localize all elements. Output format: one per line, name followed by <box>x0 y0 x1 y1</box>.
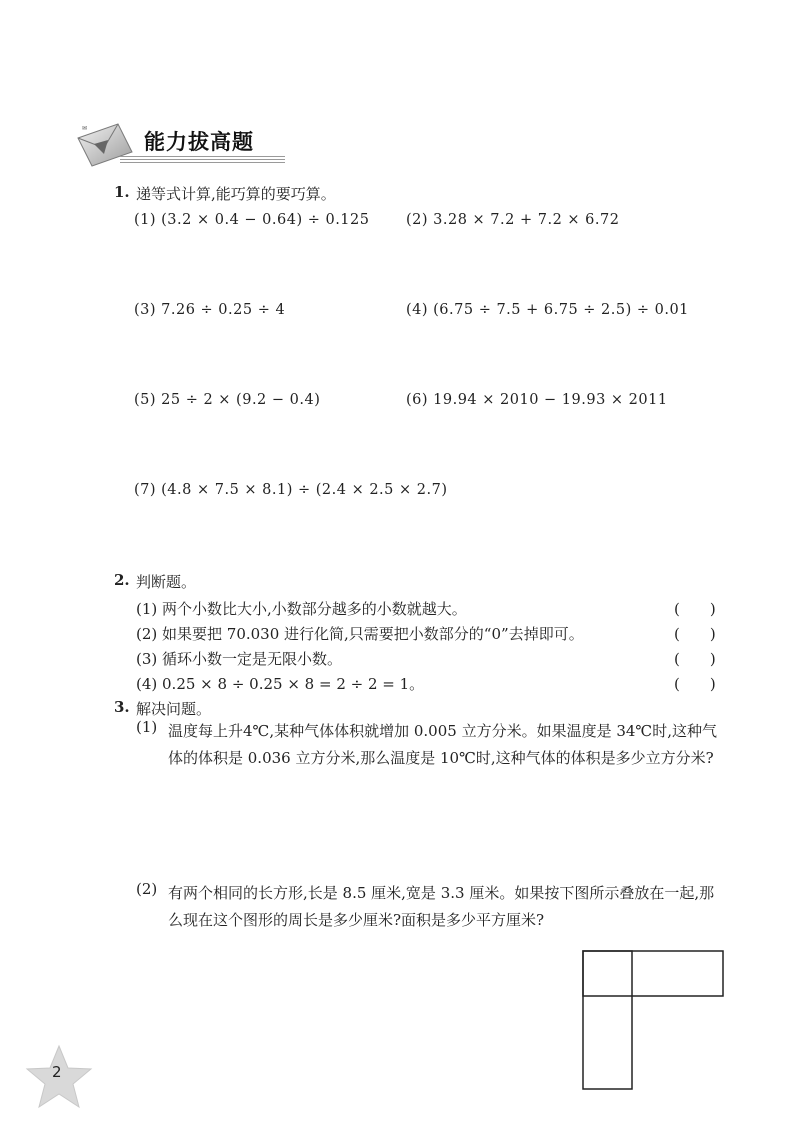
q3-part1-label: (1) <box>136 718 158 736</box>
q2-answer-blank-4[interactable]: ( ) <box>674 675 716 693</box>
q1-item-4: (4) (6.75 ÷ 7.5 + 6.75 ÷ 2.5) ÷ 0.01 <box>406 302 689 318</box>
q1-number: 1. <box>114 183 130 201</box>
q2-item-4: (4) 0.25 × 8 ÷ 0.25 × 8 = 2 ÷ 2 = 1。 <box>136 675 425 693</box>
q2-prompt: 判断题。 <box>136 573 197 591</box>
q1-item-7: (7) (4.8 × 7.5 × 8.1) ÷ (2.4 × 2.5 × 2.7) <box>134 482 448 498</box>
q2-item-3: (3) 循环小数一定是无限小数。 <box>136 650 343 668</box>
q2-answer-blank-1[interactable]: ( ) <box>674 600 716 618</box>
q2-item-1: (1) 两个小数比大小,小数部分越多的小数就越大。 <box>136 600 467 618</box>
q1-item-6: (6) 19.94 × 2010 − 19.93 × 2011 <box>406 392 668 408</box>
q2-answer-blank-2[interactable]: ( ) <box>674 625 716 643</box>
section-title-rule <box>120 156 285 166</box>
q1-item-3: (3) 7.26 ÷ 0.25 ÷ 4 <box>134 302 286 318</box>
q2-number: 2. <box>114 571 130 589</box>
q2-answer-blank-3[interactable]: ( ) <box>674 650 716 668</box>
q2-item-2: (2) 如果要把 70.030 进行化简,只需要把小数部分的“0”去掉即可。 <box>136 625 584 643</box>
q3-number: 3. <box>114 698 130 716</box>
horizontal-rectangle <box>583 951 723 996</box>
q1-item-2: (2) 3.28 × 7.2 + 7.2 × 6.72 <box>406 212 620 228</box>
page-number: 2 <box>52 1063 62 1081</box>
vertical-rectangle <box>583 951 632 1089</box>
q3-prompt: 解决问题。 <box>136 700 212 718</box>
q1-prompt: 递等式计算,能巧算的要巧算。 <box>136 185 336 203</box>
q3-part2-label: (2) <box>136 880 158 898</box>
q3-part1-text: 温度每上升4℃,某种气体体积就增加 0.005 立方分米。如果温度是 34℃时,这种气体的体积是 0.036 立方分米,那么温度是 10℃时,这种气体的体积是多少立方分米? <box>168 722 717 767</box>
q3-part2-text: 有两个相同的长方形,长是 8.5 厘米,宽是 3.3 厘米。如果按下图所示叠放在一起,那么现在这个图形的周长是多少厘米?面积是多少平方厘米? <box>168 884 715 929</box>
q1-item-1: (1) (3.2 × 0.4 − 0.64) ÷ 0.125 <box>134 212 370 228</box>
svg-text:✉: ✉ <box>82 125 88 132</box>
q1-item-5: (5) 25 ÷ 2 × (9.2 − 0.4) <box>134 392 321 408</box>
section-title: 能力拔高题 <box>144 130 254 154</box>
overlapping-rectangles-figure <box>582 950 728 1092</box>
